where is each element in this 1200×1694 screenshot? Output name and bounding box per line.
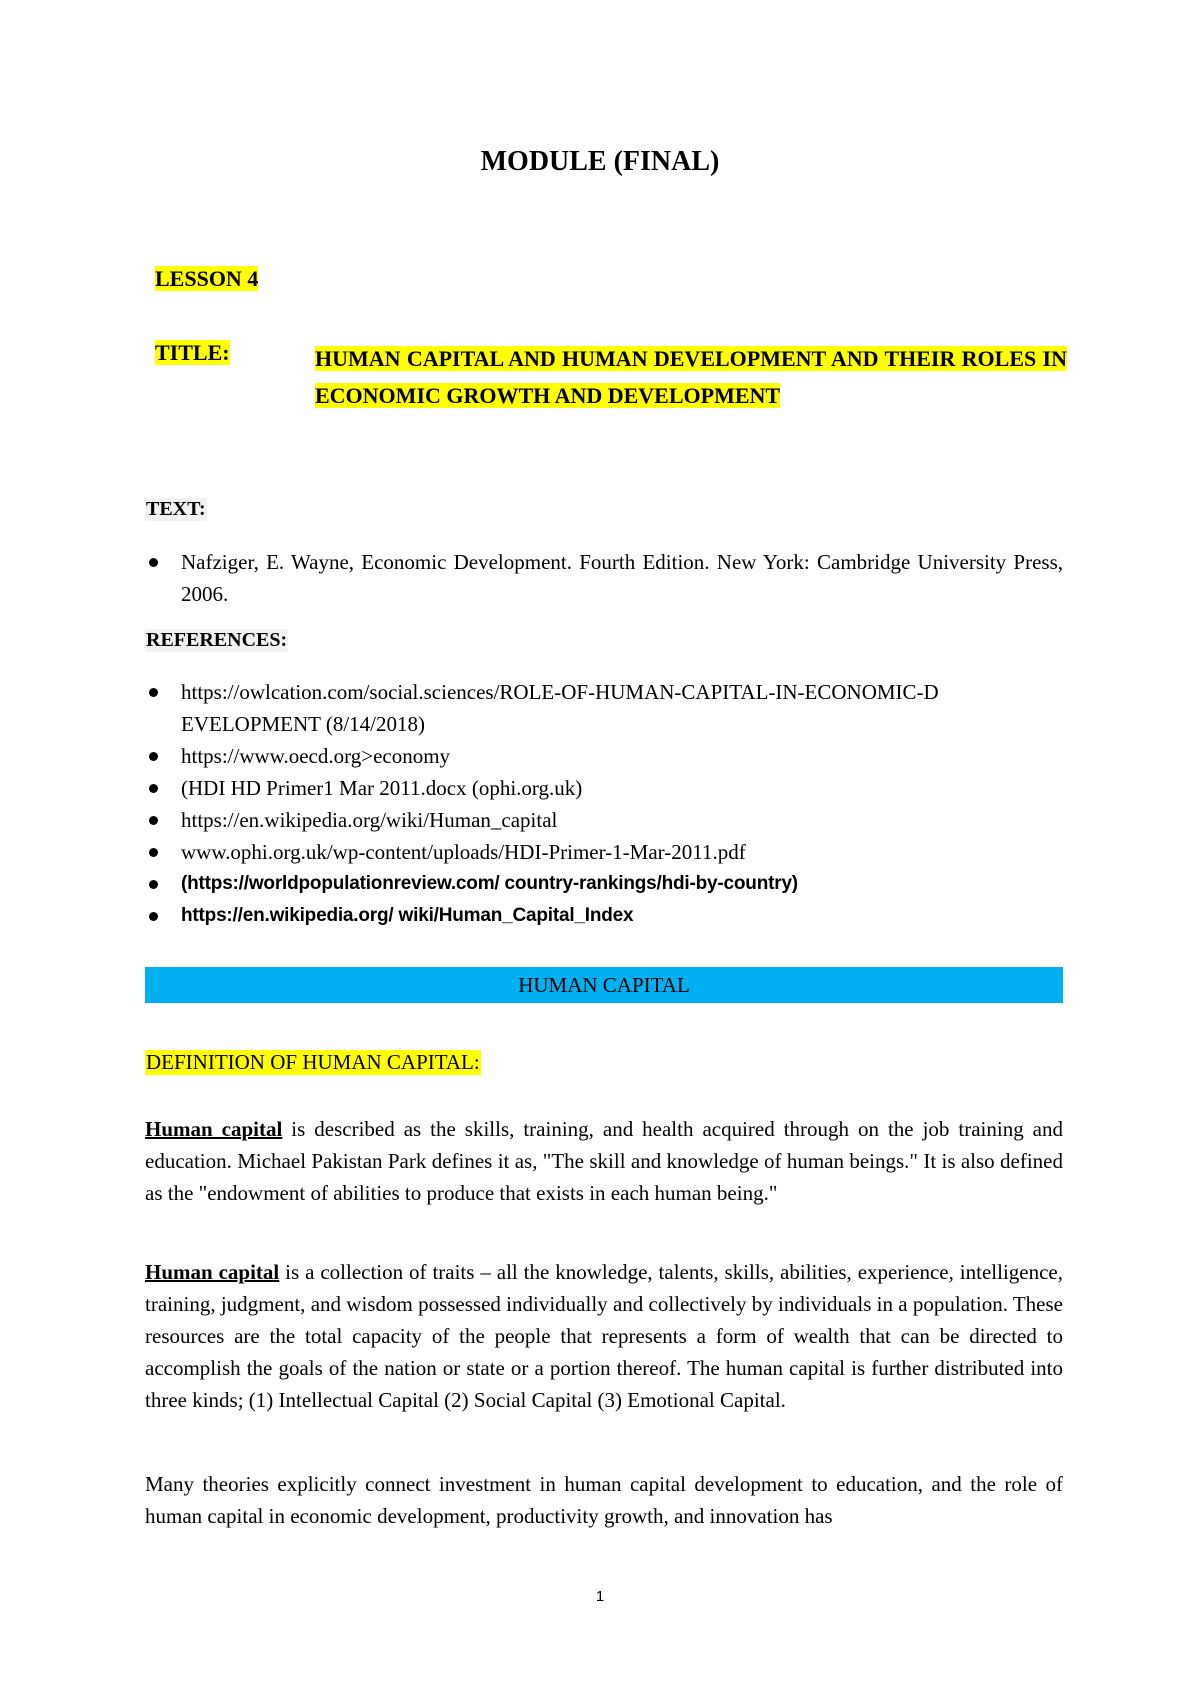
term: Human capital [145,1260,280,1284]
title-label-text: TITLE: [155,340,230,365]
reference-link[interactable]: (https://worldpopulationreview.com/ country-rankings/hdi-by-country) [181,873,798,894]
bullet-icon [149,752,158,761]
definition-heading: DEFINITION OF HUMAN CAPITAL: [146,1050,480,1074]
list-item [145,546,1063,610]
reference-link[interactable]: (HDI HD Primer1 Mar 2011.docx (ophi.org.uk) [181,776,583,800]
bullet-icon [149,912,158,921]
reference-link[interactable]: https://www.oecd.org>economy [181,744,451,768]
reference-link[interactable]: https://en.wikipedia.org/ wiki/Human_Capital_Index [181,905,634,926]
references-section-label: REFERENCES: [146,629,288,651]
bullet-icon [149,558,158,567]
paragraph-text: Many theories explicitly connect investment in human capital development to education, and the role of human capital in economic development, productivity growth, and innovation has [145,1472,1063,1528]
paragraph-text: is a collection of traits – all the knowledge, talents, skills, abilities, experience, intelligence, training, judgment, and wisdom possessed individually and collectively by individuals in a population. These resources are the total capacity of the people that represents a form of wealth that can be directed to accomplish the goals of the nation or state or a portion thereof. The human capital is further distributed into three kinds; (1) Intellectual Capital (2) Social Capital (3) Emotional Capital. [145,1260,1063,1412]
title-label [155,340,230,366]
list-item [145,836,1063,868]
bullet-icon [149,784,158,793]
lesson-title-text: HUMAN CAPITAL AND HUMAN DEVELOPMENT AND THEIR ROLES IN ECONOMIC GROWTH AND DEVELOPMENT [315,346,1067,408]
bullet-icon [149,688,158,697]
section-banner: HUMAN CAPITAL [145,967,1063,1003]
list-item [145,900,1063,932]
paragraph [145,1256,1063,1416]
list-item [145,676,1063,740]
module-title: MODULE (FINAL) [480,146,720,177]
list-item [145,772,1063,804]
list-item [145,740,1063,772]
list-item [145,804,1063,836]
lesson-title [315,340,1067,414]
paragraph [145,1113,1063,1209]
bullet-icon [149,816,158,825]
page-number: 1 [595,1588,605,1605]
list-item-text: Nafziger, E. Wayne, Economic Development. Fourth Edition. New York: Cambridge University Press, 2006. [181,550,1063,606]
bullet-icon [149,848,158,857]
paragraph-text: is described as the skills, training, and health acquired through on the job training and education. Michael Pakistan Park defines it as, "The skill and knowledge of human beings." It is also defined as the "endowment of abilities to produce that exists in each human being." [145,1117,1063,1205]
lesson-label [155,266,258,292]
reference-link[interactable]: www.ophi.org.uk/wp-content/uploads/HDI-Primer-1-Mar-2011.pdf [181,840,746,864]
term: Human capital [145,1117,283,1141]
text-section-label: TEXT: [146,498,206,520]
paragraph [145,1468,1063,1532]
lesson-label-text: LESSON 4 [155,266,259,291]
bullet-icon [149,880,158,889]
references-list [145,676,1063,932]
reference-link[interactable]: https://en.wikipedia.org/wiki/Human_capital [181,808,558,832]
reference-link[interactable]: https://owlcation.com/social.sciences/ROLE-OF-HUMAN-CAPITAL-IN-ECONOMIC-D EVELOPMENT (8/14/2018) [181,680,939,736]
text-list [145,546,1063,610]
list-item [145,868,1063,900]
